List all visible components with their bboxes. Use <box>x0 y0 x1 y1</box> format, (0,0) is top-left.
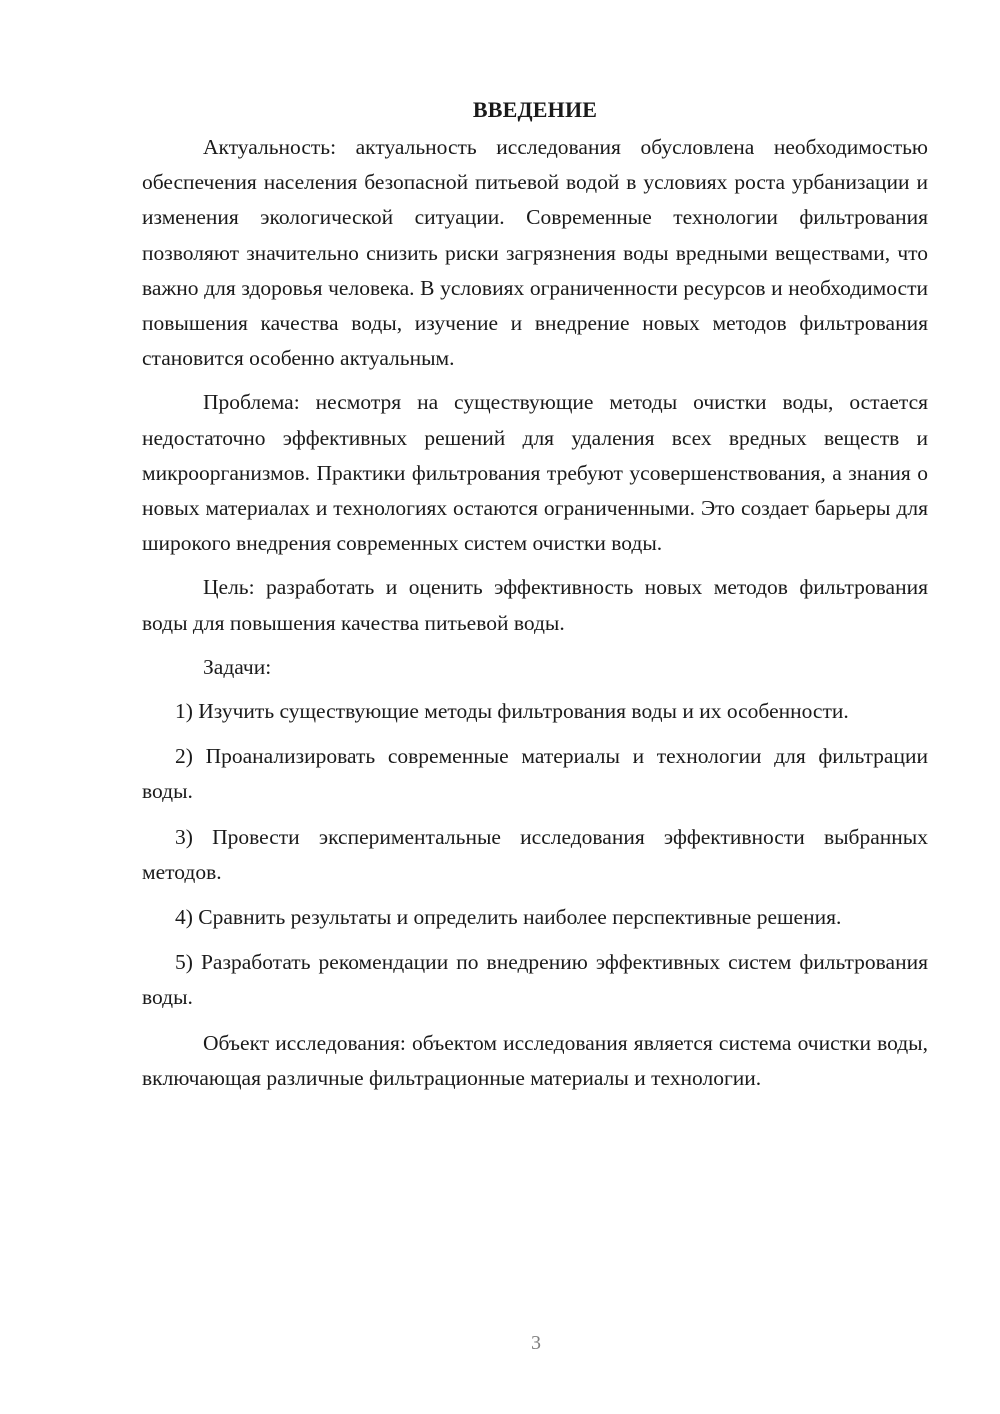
document-page <box>142 92 928 1105</box>
task-item-1: 1) Изучить существующие методы фильтрования воды и их особенности. <box>175 699 849 724</box>
page-number: 3 <box>531 1332 541 1354</box>
goal-paragraph: Цель: разработать и оценить эффективность новых методов фильтрования воды для повышения качества питьевой воды. <box>142 575 928 635</box>
task-item-3: 3) Провести экспериментальные исследования эффективности выбранных методов. <box>142 824 928 884</box>
object-paragraph: Объект исследования: объектом исследования является система очистки воды, включающая различные фильтрационные материалы и технологии. <box>142 1030 928 1090</box>
relevance-paragraph: Актуальность: актуальность исследования обусловлена необходимостью обеспечения населения безопасной питьевой водой в условиях роста урбанизации и изменения экологической ситуации. Современные технологии фильтрования позволяют значительно снизить риски загрязнения воды вредными веществами, что важно для здоровья человека. В условиях ограниченности ресурсов и необходимости повышения качества воды, изучение и внедрение новых методов фильтрования становится особенно актуальным. <box>142 135 928 371</box>
task-item-5: 5) Разработать рекомендации по внедрению эффективных систем фильтрования воды. <box>142 950 928 1010</box>
section-heading: ВВЕДЕНИЕ <box>472 97 598 122</box>
task-item-2: 2) Проанализировать современные материалы и технологии для фильтрации воды. <box>142 744 928 804</box>
tasks-label: Задачи: <box>203 654 272 679</box>
task-item-4: 4) Сравнить результаты и определить наиболее перспективные решения. <box>175 905 842 930</box>
problem-paragraph: Проблема: несмотря на существующие методы очистки воды, остается недостаточно эффективных решений для удаления всех вредных веществ и микроорганизмов. Практики фильтрования требуют усовершенствования, а знания о новых материалах и технологиях остаются ограниченными. Это создает барьеры для широкого внедрения современных систем очистки воды. <box>142 390 928 556</box>
